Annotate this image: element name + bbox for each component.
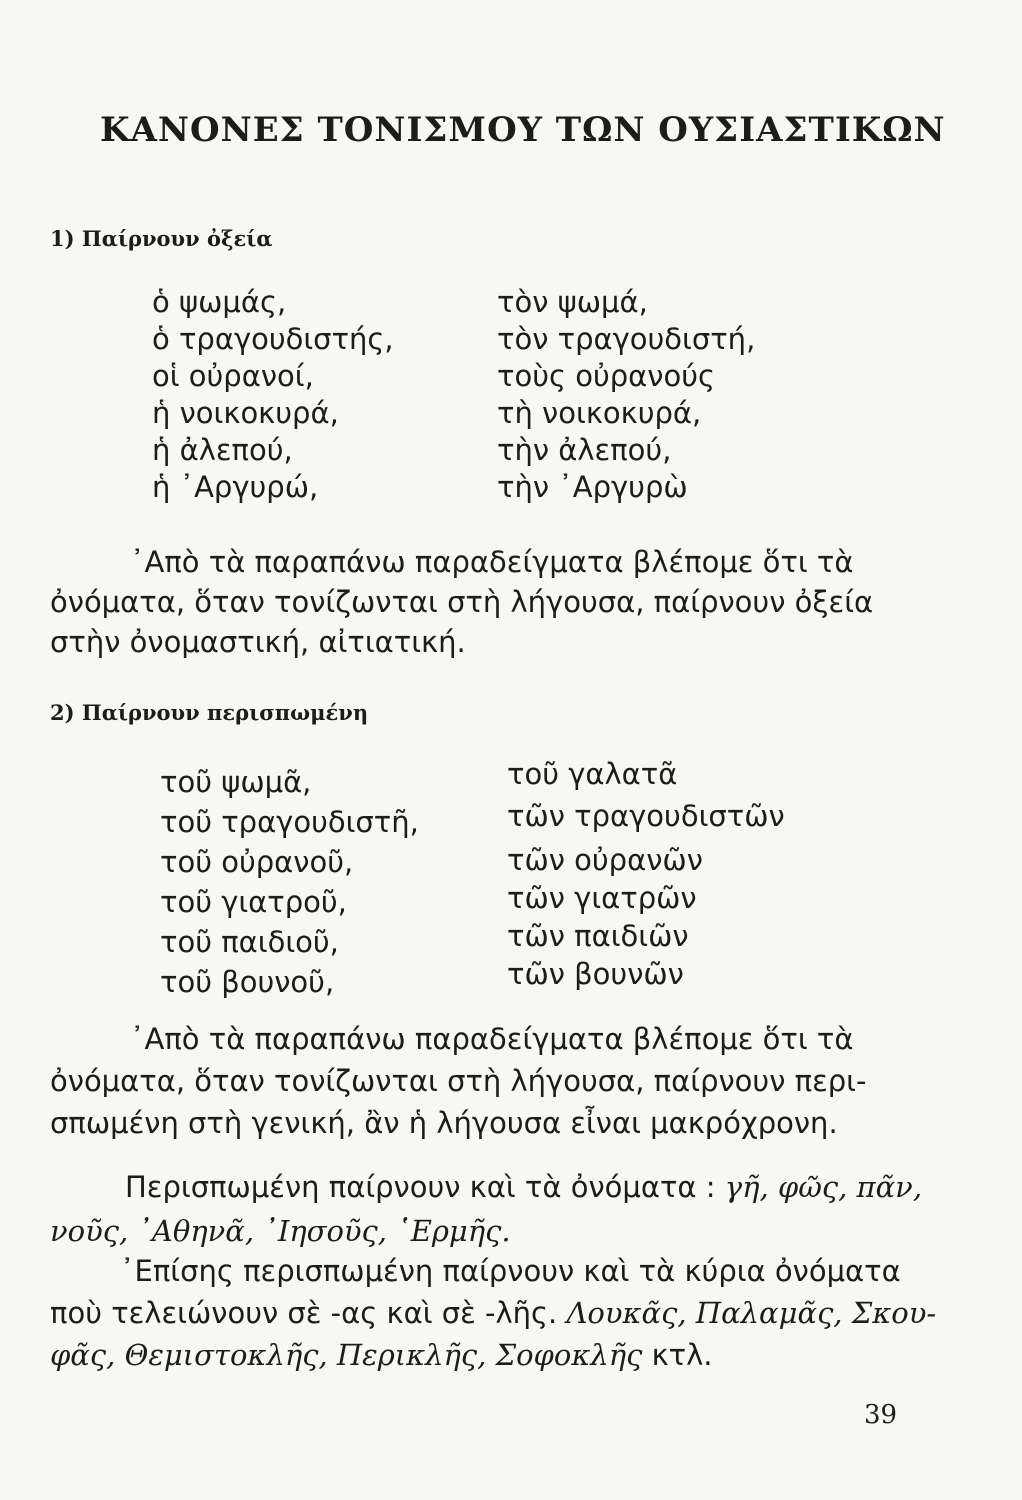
section-2-heading: 2) Παίρνουν περισπωμένη — [50, 700, 369, 725]
section-2-left-line-3: τοῦ οὐρανοῦ, — [160, 845, 354, 879]
section-1-right-line-5: τὴν ἀλεπού, — [497, 433, 672, 467]
section-2-note-line-1: ᾿Απὸ τὰ παραπάνω παραδείγματα βλέπομε ὅτι τὰ — [130, 1022, 854, 1056]
section-2-right-line-6: τῶν βουνῶν — [507, 957, 684, 991]
section-1-left-line-3: οἱ οὐρανοί, — [152, 359, 314, 393]
section-1-right-line-4: τὴ νοικοκυρά, — [497, 396, 702, 430]
section-2-right-line-1: τοῦ γαλατᾶ — [507, 757, 678, 791]
section-2-note-line-3: σπωμένη στὴ γενική, ἂν ἡ λήγουσα εἶναι μακρόχρονη. — [50, 1106, 838, 1140]
section-2-right-line-4: τῶν γιατρῶν — [507, 881, 697, 915]
section-1-left-line-1: ὁ ψωμάς, — [152, 285, 287, 319]
section-2-left-line-2: τοῦ τραγουδιστῆ, — [160, 805, 419, 839]
section-2-left-line-1: τοῦ ψωμᾶ, — [160, 765, 312, 799]
paragraph-3-line-1 — [125, 1170, 922, 1204]
section-2-right-line-5: τῶν παιδιῶν — [507, 919, 689, 953]
paragraph-3-line-1-text: Περισπωμένη παίρνουν καὶ τὰ ὀνόματα : — [125, 1170, 716, 1204]
section-2-right-line-3: τῶν οὐρανῶν — [507, 843, 703, 877]
paragraph-4-line-3 — [50, 1338, 713, 1372]
paragraph-4-line-3-examples: φᾶς, Θεμιστοκλῆς, Περικλῆς, Σοφοκλῆς — [50, 1338, 643, 1372]
section-1-right-line-1: τὸν ψωμά, — [497, 285, 648, 319]
section-2-left-line-4: τοῦ γιατροῦ, — [160, 885, 347, 919]
paragraph-3-line-2-examples: νοῦς, ᾿Αθηνᾶ, ᾿Ιησοῦς, ῾Ερμῆς. — [50, 1214, 511, 1248]
section-2-left-line-6: τοῦ βουνοῦ, — [160, 965, 335, 999]
paragraph-4-line-3-text: κτλ. — [651, 1338, 713, 1372]
section-1-note-line-2: ὀνόματα, ὅταν τονίζωνται στὴ λήγουσα, παίρνουν ὀξεία — [50, 585, 874, 619]
paragraph-4-line-2-examples: Λουκᾶς, Παλαμᾶς, Σκου- — [566, 1296, 937, 1330]
paragraph-4-line-1: ᾿Επίσης περισπωμένη παίρνουν καὶ τὰ κύρια ὀνόματα — [120, 1254, 901, 1288]
section-1-note-line-1: ᾿Απὸ τὰ παραπάνω παραδείγματα βλέπομε ὅτι τὰ — [130, 545, 854, 579]
page-title: ΚΑΝΟΝΕΣ ΤΟΝΙΣΜΟΥ ΤΩΝ ΟΥΣΙΑΣΤΙΚΩΝ — [100, 110, 946, 150]
section-1-left-line-4: ἡ νοικοκυρά, — [152, 396, 339, 430]
paragraph-3-line-1-examples: γῆ, φῶς, πᾶν, — [724, 1170, 923, 1204]
section-2-note-line-2: ὀνόματα, ὅταν τονίζωνται στὴ λήγουσα, παίρνουν περι- — [50, 1064, 867, 1098]
section-1-left-line-2: ὁ τραγουδιστής, — [152, 322, 394, 356]
section-1-right-line-3: τοὺς οὐρανούς — [497, 359, 716, 393]
page-number: 39 — [864, 1400, 898, 1430]
section-2-left-line-5: τοῦ παιδιοῦ, — [160, 925, 339, 959]
section-1-left-line-5: ἡ ἀλεπού, — [152, 433, 293, 467]
section-2-right-line-2: τῶν τραγουδιστῶν — [507, 799, 785, 833]
paragraph-4-line-2 — [50, 1296, 936, 1330]
section-1-heading: 1) Παίρνουν ὀξεία — [50, 226, 273, 251]
section-1-left-line-6: ἡ ᾿Αργυρώ, — [152, 470, 319, 504]
paragraph-4-line-2-text: ποὺ τελειώνουν σὲ -ας καὶ σὲ -λῆς. — [50, 1296, 558, 1330]
section-1-right-line-6: τὴν ᾿Αργυρὼ — [497, 470, 688, 504]
section-1-note-line-3: στὴν ὀνομαστική, αἰτιατική. — [50, 625, 466, 659]
section-1-right-line-2: τὸν τραγουδιστή, — [497, 322, 756, 356]
